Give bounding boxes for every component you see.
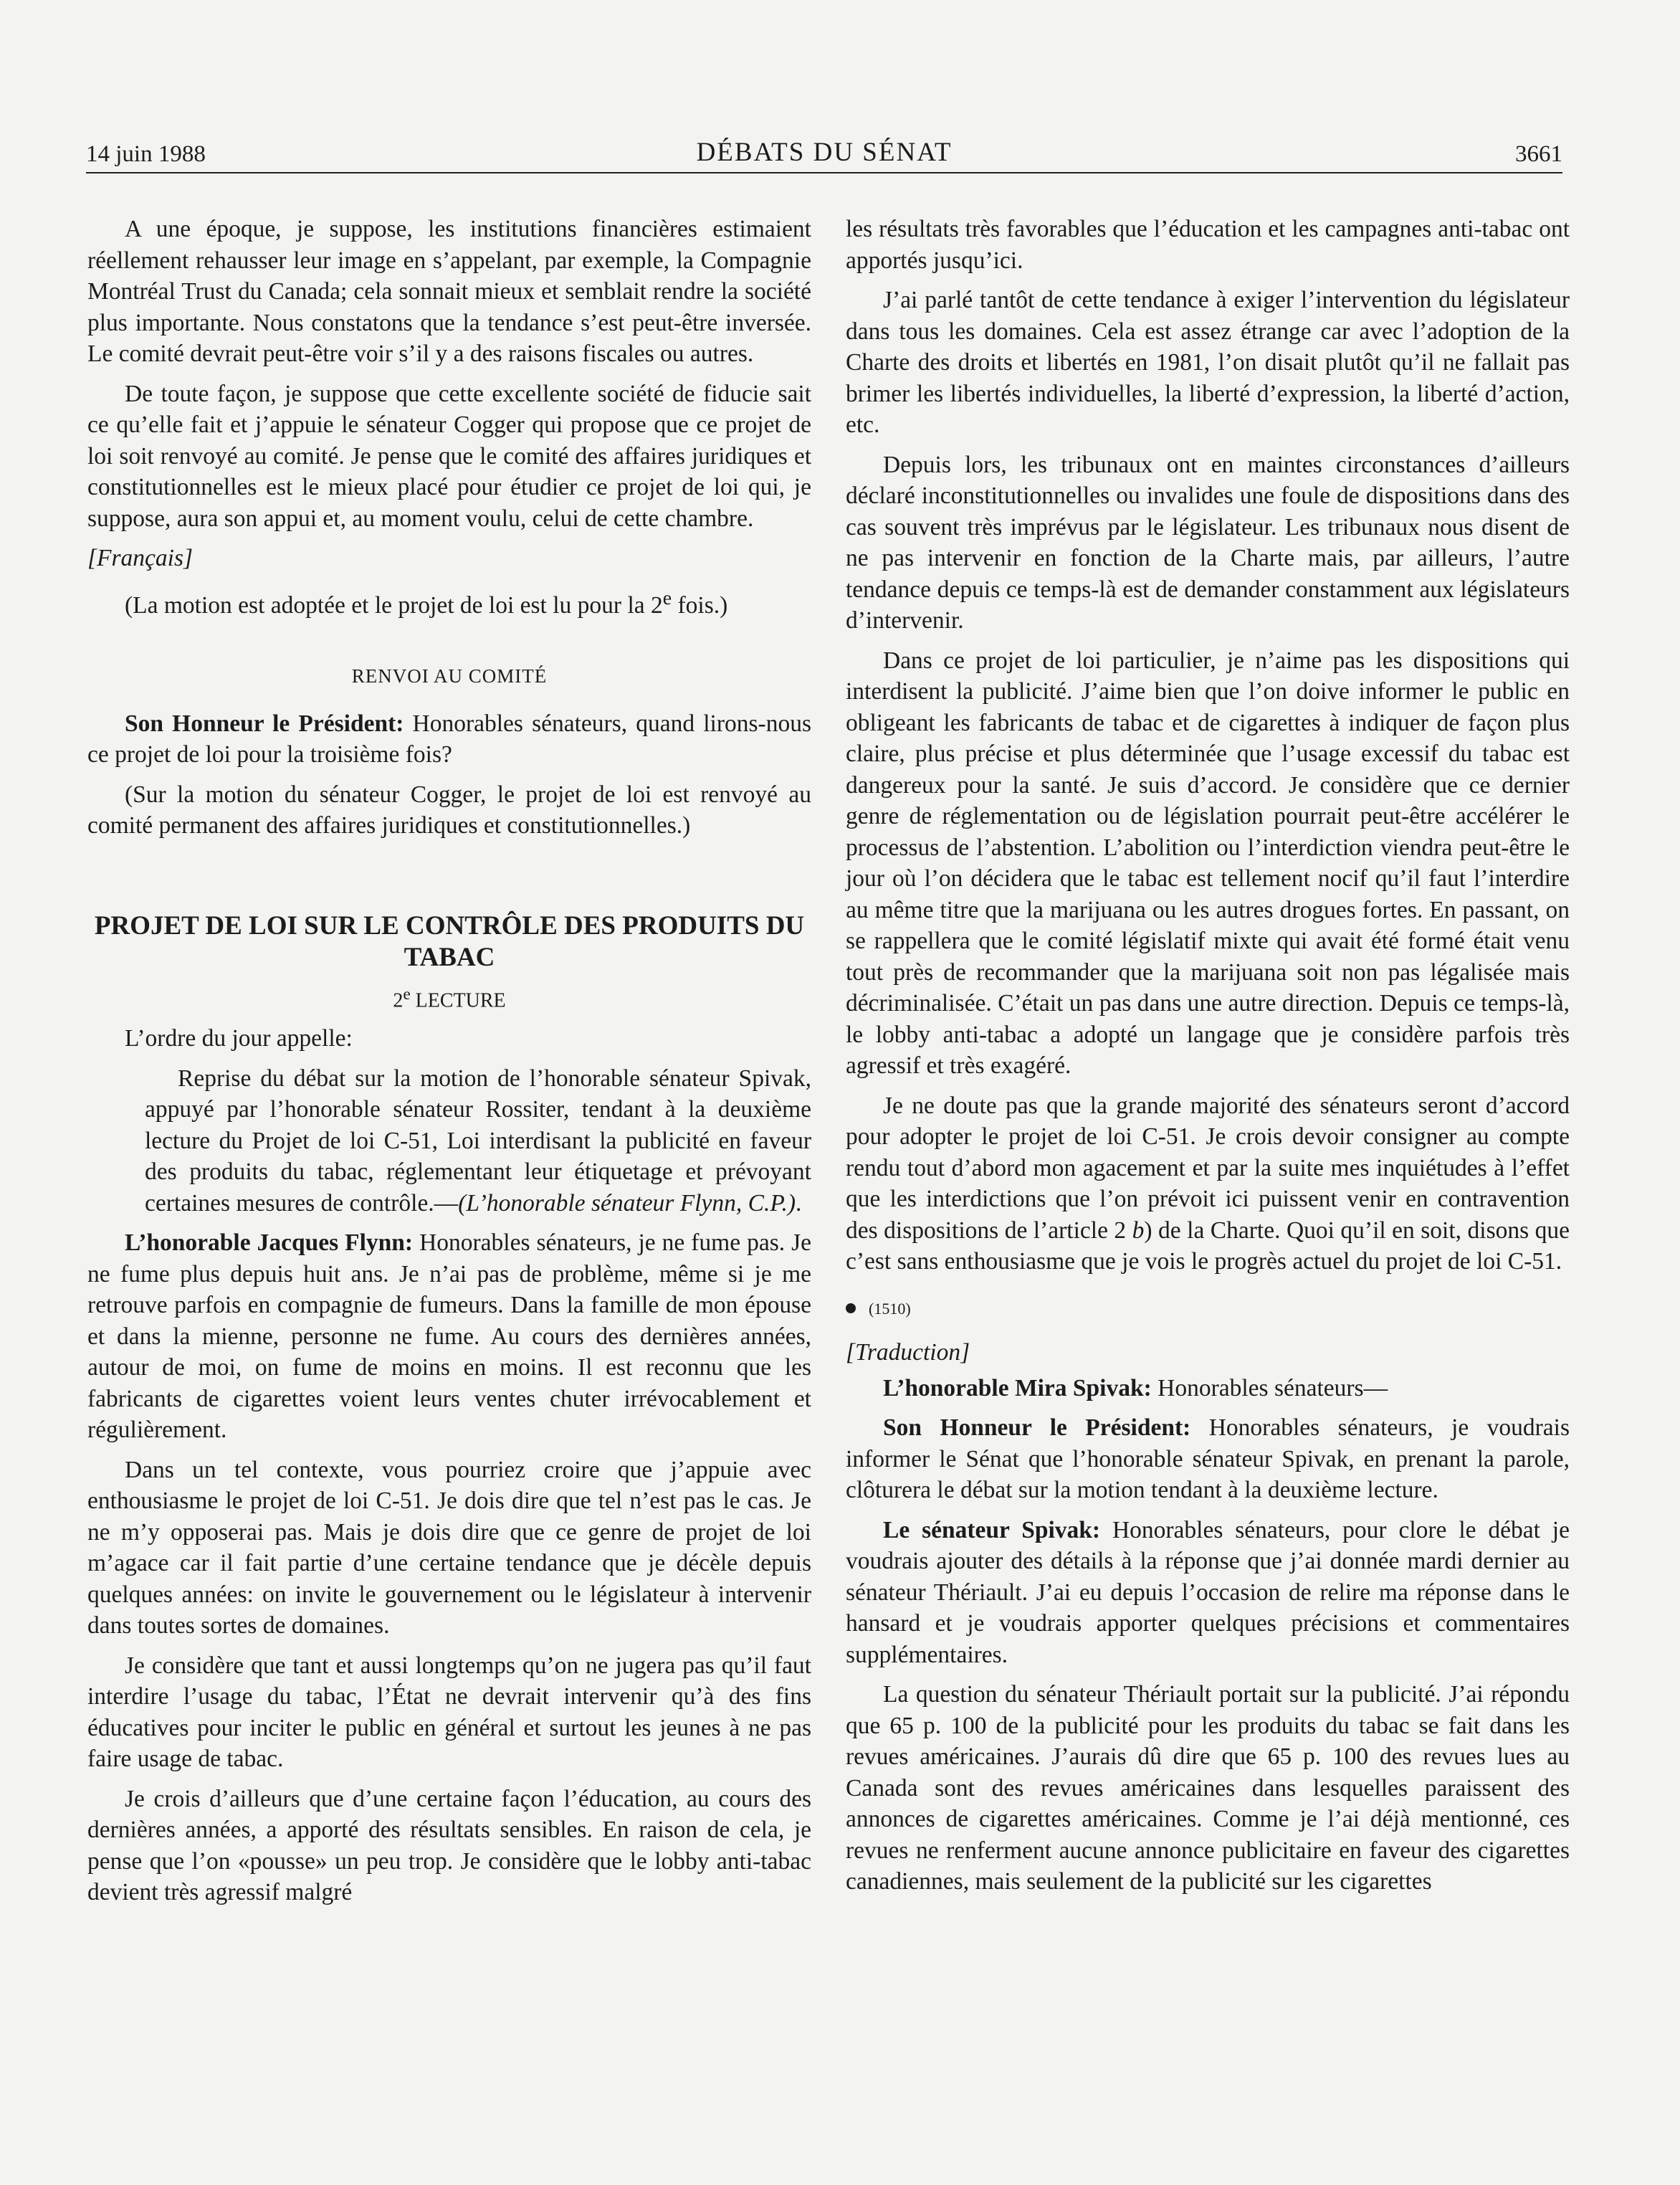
language-label: [Français] — [87, 545, 194, 571]
paragraph: A une époque, je suppose, les institutions financières estimaient réellement rehausser leur image en s’appelant, par exemple, la Compagnie Montréal Trust du Canada; cela sonnait mieux et semblait rendre la société plus importante. Nous constatons que la tendance s’est peut-être inversée. Le comité devrait peut-être voir s’il y a des raisons fiscales ou autres. — [87, 216, 811, 367]
reading-label: 2e LECTURE — [393, 984, 506, 1011]
speaker-name: Le sénateur Spivak: — [883, 1516, 1101, 1543]
paragraph: L’honorable Jacques Flynn: Honorables sénateurs, je ne fume pas. Je ne fume plus depuis huit ans. Je n’ai pas de problème, même si je me retrouve parfois en compagnie de fumeurs. Dans la famille de mon épouse et dans la mienne, personne ne fume. Au cours des dernières années, autour de moi, on fume de moins en moins. Il est reconnu que les fabricants de cigarettes voient leurs ventes chuter irrévocablement et régulièrement. — [87, 1229, 812, 1444]
page-header — [86, 129, 1562, 173]
speaker-name: L’honorable Jacques Flynn: — [125, 1229, 414, 1257]
paragraph: Le sénateur Spivak: Honorables sénateurs, pour clore le débat je voudrais ajouter des détails à la réponse que j’ai donnée mardi dernier au sénateur Thériault. J’ai eu depuis l’occasion de relire ma réponse dans le hansard et je voudrais apporter quelques précisions et commentaires supplémentaires. — [846, 1516, 1570, 1668]
language-marker — [846, 1337, 1570, 1368]
speaker-name: Son Honneur le Président: — [883, 1414, 1191, 1441]
bill-title: PROJET DE LOI SUR LE CONTRÔLE DES PRODUITS DU TABAC — [94, 910, 805, 972]
paragraph: les résultats très favorables que l’éducation et les campagnes anti-tabac ont apportés jusqu’ici. — [846, 216, 1570, 274]
paragraph: Je ne doute pas que la grande majorité des sénateurs seront d’accord pour adopter le projet de loi C-51. Je crois devoir consigner au compte rendu tout d’abord mon agacement et par la suite mes inquiétudes à l’effet que les interdictions que l’on prévoit ici puissent venir en contravention des dispositions de l’article 2 b) de la Charte. Quoi qu’il en soit, disons que c’est sans enthousiasme que je vois le progrès actuel du projet de loi C-51. — [846, 1092, 1570, 1275]
paragraph: Je crois d’ailleurs que d’une certaine façon l’éducation, au cours des dernières années, a apporté des résultats sensibles. En raison de cela, je pense que l’on «pousse» un peu trop. Je considère que le lobby anti-tabac devient très agressif malgré — [87, 1785, 811, 1906]
paragraph: L’ordre du jour appelle: — [125, 1025, 353, 1052]
paragraph: Son Honneur le Président: Honorables sénateurs, je voudrais informer le Sénat que l’honorable sénateur Spivak, en prenant la parole, clôturera le débat sur la motion tendant à la deuxième lecture. — [846, 1414, 1570, 1503]
speaker-name: Son Honneur le Président: — [125, 710, 404, 737]
paragraph: Dans ce projet de loi particulier, je n’aime pas les dispositions qui interdisent la publicité. J’aime bien que l’on doive informer le public en obligeant les fabricants de tabac et de cigarettes à indiquer de façon plus claire, plus précise et plus déterminée que l’usage excessif du tabac est dangereux pour la santé. Je suis d’accord. Je considère que ce dernier genre de réglementation ou de législation pourrait peut-être accélérer le processus de l’abstention. L’abolition ou l’interdiction viendra peut-être le jour où l’on décidera que le tabac est tellement nocif qu’il faut l’interdire au même titre que la marijuana ou les autres drogues fortes. En passant, on se rappellera que le comité législatif mixte qui avait été formé était venu tout près de recommander que la marijuana soit non pas légalisée mais décriminalisée. C’était un pas dans une autre direction. Depuis ce temps-là, le lobby anti-tabac a adopté un langage que je considère parfois très agressif et très exagéré. — [846, 647, 1570, 1079]
bullet-icon — [846, 1303, 856, 1313]
left-column — [87, 214, 811, 1917]
paragraph: (Sur la motion du sénateur Cogger, le projet de loi est renvoyé au comité permanent des affaires juridiques et constitutionnelles.) — [87, 781, 811, 839]
paragraph: (La motion est adoptée et le projet de loi est lu pour la 2e fois.) — [125, 586, 728, 619]
paragraph: Son Honneur le Président: Honorables sénateurs, quand lirons-nous ce projet de loi pour la troisième fois? — [87, 710, 811, 768]
header-title: DÉBATS DU SÉNAT — [696, 138, 953, 167]
section-heading: RENVOI AU COMITÉ — [351, 665, 548, 687]
timestamp: (1510) — [846, 1293, 1570, 1325]
paragraph: De toute façon, je suppose que cette excellente société de fiducie sait ce qu’elle fait et j’appuie le sénateur Cogger qui propose que ce projet de loi soit renvoyé au comité. Je pense que le comité des affaires juridiques et constitutionnelles est le mieux placé pour étudier ce projet de loi qui, je suppose, aura son appui et, au moment voulu, celui de cette chambre. — [87, 380, 811, 532]
paragraph: Je considère que tant et aussi longtemps qu’on ne jugera pas qu’il faut interdire l’usage du tabac, l’État ne devrait intervenir qu’à des fins éducatives pour inciter le public en général et surtout les jeunes à ne pas faire usage de tabac. — [87, 1652, 811, 1773]
header-date: 14 juin 1988 — [86, 141, 206, 167]
language-marker — [87, 543, 811, 574]
page-number: 3661 — [1515, 141, 1562, 167]
language-label: [Traduction] — [846, 1339, 970, 1366]
paragraph: J’ai parlé tantôt de cette tendance à exiger l’intervention du législateur dans tous les domaines. Cela est assez étrange car avec l’adoption de la Charte des droits et libertés en 1981, l’on disait plutôt qu’il ne fallait pas brimer les libertés individuelles, la liberté d’expression, la liberté d’action, etc. — [846, 287, 1570, 438]
order-quote: Reprise du débat sur la motion de l’honorable sénateur Spivak, appuyé par l’honorable sénateur Rossiter, tendant à la deuxième lecture du Projet de loi C-51, Loi interdisant la publicité en faveur des produits du tabac, réglementant leur étiquetage et prévoyant certaines mesures de contrôle.—(L’honorable sénateur Flynn, C.P.). — [145, 1065, 811, 1217]
paragraph: Dans un tel contexte, vous pourriez croire que j’appuie avec enthousiasme le projet de loi C-51. Je dois dire que tel n’est pas le cas. Je ne m’y opposerai pas. Mais je dois dire que ce genre de projet de loi m’agace car il fait partie d’une certaine tendance que je décèle depuis quelques années: on invite le gouvernement ou le législateur à intervenir dans toutes sortes de domaines. — [87, 1456, 811, 1639]
speaker-name: L’honorable Mira Spivak: — [883, 1374, 1152, 1401]
right-column — [846, 214, 1570, 1906]
paragraph: La question du sénateur Thériault portait sur la publicité. J’ai répondu que 65 p. 100 de la publicité pour les produits du tabac se fait dans les revues américaines. J’aurais dû dire que 65 p. 100 des revues lues au Canada sont des revues américaines dans lesquelles paraissent des annonces de cigarettes américaines. Comme je l’ai déjà mentionné, ces revues ne renferment aucune annonce publicitaire en faveur des cigarettes canadiennes, mais seulement de la publicité sur les cigarettes — [846, 1681, 1570, 1895]
paragraph: L’honorable Mira Spivak: Honorables sénateurs— — [883, 1374, 1388, 1401]
paragraph: Depuis lors, les tribunaux ont en maintes circonstances d’ailleurs déclaré inconstitutionnelles ou invalides une foule de dispositions dans des cas souvent très imprévus par le législateur. Les tribunaux nous disent de ne pas intervenir en fonction de la Charte mais, par ailleurs, l’autre tendance depuis ce temps-là est de demander constamment aux législateurs d’intervenir. — [846, 451, 1570, 634]
